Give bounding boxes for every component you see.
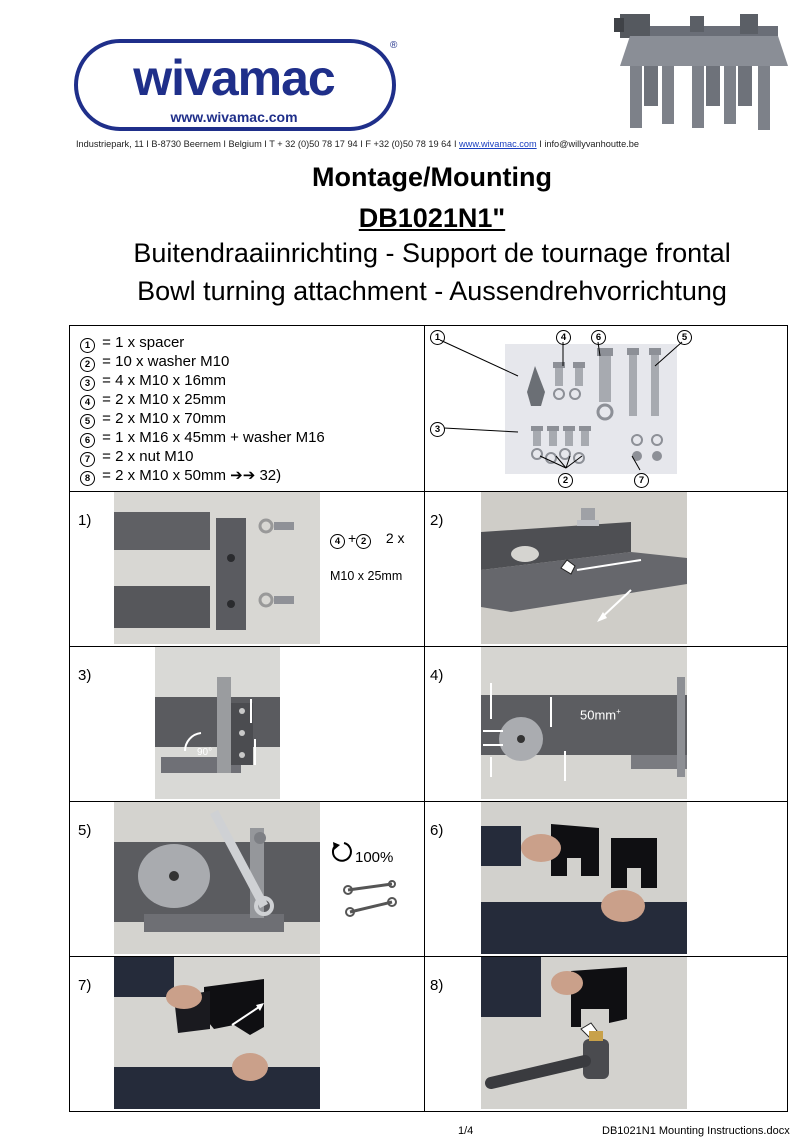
parts-list-item [80, 391, 325, 410]
product-code: DB1021N1" [358, 203, 506, 233]
lathe-image [600, 6, 796, 136]
callout-number: 1 [80, 338, 95, 353]
step-2-photo [481, 492, 687, 644]
parts-callout: 7 [634, 473, 649, 488]
step-8-photo [481, 957, 687, 1109]
part-text: = 1 x spacer [102, 334, 185, 351]
step-7-photo [114, 957, 320, 1109]
measure-value: 50mm [580, 707, 617, 723]
step-1-photo [114, 492, 320, 644]
callout-number: 7 [80, 452, 95, 467]
parts-callout: 6 [591, 330, 606, 345]
parts-list-item [80, 372, 325, 391]
parts-callout: 3 [430, 422, 445, 437]
parts-callout: 1 [430, 330, 445, 345]
measure-plus: + [616, 707, 621, 716]
callout-number: 6 [80, 433, 95, 448]
wivamac-logo [74, 38, 400, 134]
wrench-icon [340, 880, 400, 920]
parts-list-item [80, 429, 325, 448]
callout-number: 4 [330, 534, 345, 549]
callout-number: 4 [80, 395, 95, 410]
part-text: = 2 x M10 x 50mm ➔➔ 32) [102, 467, 282, 484]
part-text: = 2 x M10 x 70mm [102, 410, 226, 427]
step-1-bolt-spec: M10 x 25mm [330, 569, 403, 583]
callout-number: 8 [80, 471, 95, 486]
torque-label: 100% [355, 849, 394, 866]
document-filename: DB1021N1 Mounting Instructions.docx [602, 1125, 790, 1137]
parts-callout-lines [420, 326, 710, 491]
step-3-photo [155, 647, 280, 799]
callout-number: 3 [80, 376, 95, 391]
measure-label [580, 707, 621, 722]
parts-callout: 5 [677, 330, 692, 345]
subtitle-line-1: Buitendraaiinrichting - Support de tournage frontal [133, 238, 731, 268]
parts-list-item [80, 334, 325, 353]
part-text: = 1 x M16 x 45mm + washer M16 [102, 429, 325, 446]
page-title: Montage/Mounting [312, 162, 552, 192]
part-text: = 4 x M10 x 16mm [102, 372, 226, 389]
step-label-7: 7) [78, 977, 92, 994]
plus-sign: + [348, 530, 357, 546]
step-label-8: 8) [430, 977, 444, 994]
step-1-note [330, 530, 405, 549]
address-separator: I [536, 139, 545, 149]
callout-number: 5 [80, 414, 95, 429]
step-5-photo [114, 802, 320, 954]
rotate-icon [330, 840, 354, 864]
callout-number: 2 [80, 357, 95, 372]
parts-list-item [80, 448, 325, 467]
company-address [76, 139, 756, 149]
part-text: = 10 x washer M10 [102, 353, 230, 370]
parts-list-item [80, 410, 325, 429]
subtitle-line-2: Bowl turning attachment - Aussendrehvorrichtung [137, 276, 727, 306]
step-label-2: 2) [430, 512, 444, 529]
parts-list-item [80, 353, 325, 372]
step-label-3: 3) [78, 667, 92, 684]
logo-url: www.wivamac.com [170, 109, 298, 125]
step-label-1: 1) [78, 512, 92, 529]
step-4-photo [481, 647, 687, 799]
email-address[interactable]: info@willyvanhoutte.be [544, 139, 639, 149]
parts-list-item [80, 467, 325, 486]
address-text: Industriepark, 11 I B-8730 Beernem I Belgium I T + 32 (0)50 78 17 94 I F +32 (0)50 78 19 64 I [76, 139, 460, 149]
registered-mark: ® [390, 40, 398, 51]
part-text: = 2 x M10 x 25mm [102, 391, 226, 408]
right-angle-label: 90° [197, 747, 213, 758]
parts-callout: 4 [556, 330, 571, 345]
page-number: 1/4 [458, 1125, 474, 1137]
parts-list [80, 334, 325, 486]
website-link[interactable]: www.wivamac.com [459, 139, 537, 149]
logo-wordmark: wivamac [133, 50, 335, 106]
step-label-4: 4) [430, 667, 444, 684]
step-label-6: 6) [430, 822, 444, 839]
bolt-quantity: 2 x [385, 530, 405, 546]
step-label-5: 5) [78, 822, 92, 839]
step-6-photo [481, 802, 687, 954]
part-text: = 2 x nut M10 [102, 448, 194, 465]
parts-callout: 2 [558, 473, 573, 488]
callout-number: 2 [356, 534, 371, 549]
